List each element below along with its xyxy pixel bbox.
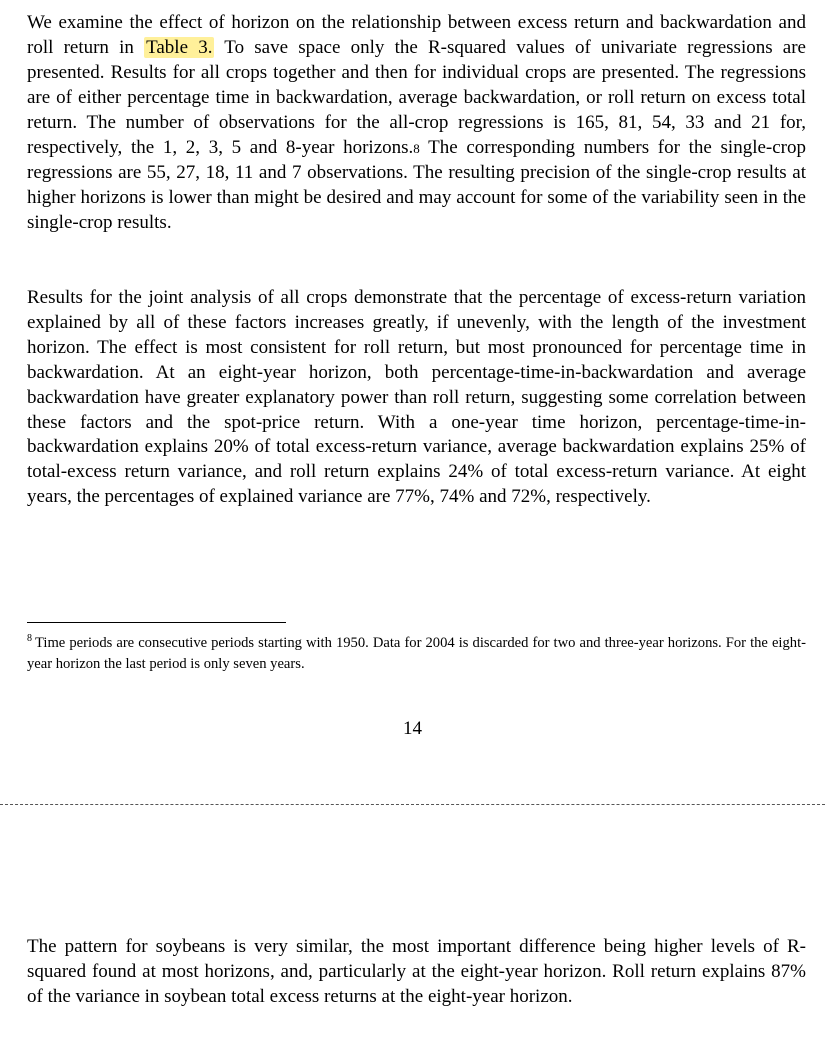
footnote-text: Time periods are consecutive periods starting with 1950. Data for 2004 is discarded for two and three-year horizons. For the eight-year horizon the last period is only seven years.: [27, 635, 806, 672]
footnote-divider: [27, 622, 286, 623]
body-paragraph-joint-analysis: Results for the joint analysis of all crops demonstrate that the percentage of excess-return variation explained by all of these factors increases greatly, if unevenly, with the length of the investment horizon. The effect is most consistent for roll return, but most pronounced for percentage time in backwardation. At an eight-year horizon, both percentage-time-in-backwardation and average backwardation have greater explanatory power than roll return, suggesting some correlation between these factors and the spot-price return. With a one-year time horizon, percentage-time-in-backwardation explains 20% of total excess-return variance, average backwardation explains 25% of total-excess return variance, and roll return explains 24% of total excess-return variance. At eight years, the percentages of explained variance are 77%, 74% and 72%, respectively.: [27, 287, 806, 508]
paragraph-text: We examine the effect of horizon on the relationship between excess return and backwardation and roll return in: [27, 12, 806, 58]
paragraph-text: To save space only the R-squared values of univariate regressions are presented. Results for all crops together and then for individual crops are presented. The regressions are of either percentage time in backwardation, average backwardation, or roll return on excess total return. The number of observations for the all-crop regressions is 165, 81, 54, 33 and 21 for, respectively, the 1, 2, 3, 5 and 8-year horizons.: [27, 36, 806, 158]
page-number: 14: [403, 718, 422, 739]
footnote-marker: 8: [27, 633, 32, 644]
footnote-reference[interactable]: 8: [413, 140, 420, 156]
page-break-divider: [0, 804, 825, 805]
table-3-link[interactable]: Table 3.: [146, 36, 213, 58]
body-paragraph-horizon-effect: [27, 11, 806, 236]
body-paragraph-soybeans: The pattern for soybeans is very similar, the most important difference being higher levels of R-squared found at most horizons, and, particularly at the eight-year horizon. Roll return explains 87% of the variance in soybean total excess returns at the eight-year horizon.: [27, 936, 806, 1007]
footnote: [27, 628, 806, 675]
paragraph-text: The corresponding numbers for the single-crop regressions are 55, 27, 18, 11 and 7 observations. The resulting precision of the single-crop results at higher horizons is lower than might be desired and may account for some of the variability seen in the single-crop results.: [27, 136, 806, 234]
